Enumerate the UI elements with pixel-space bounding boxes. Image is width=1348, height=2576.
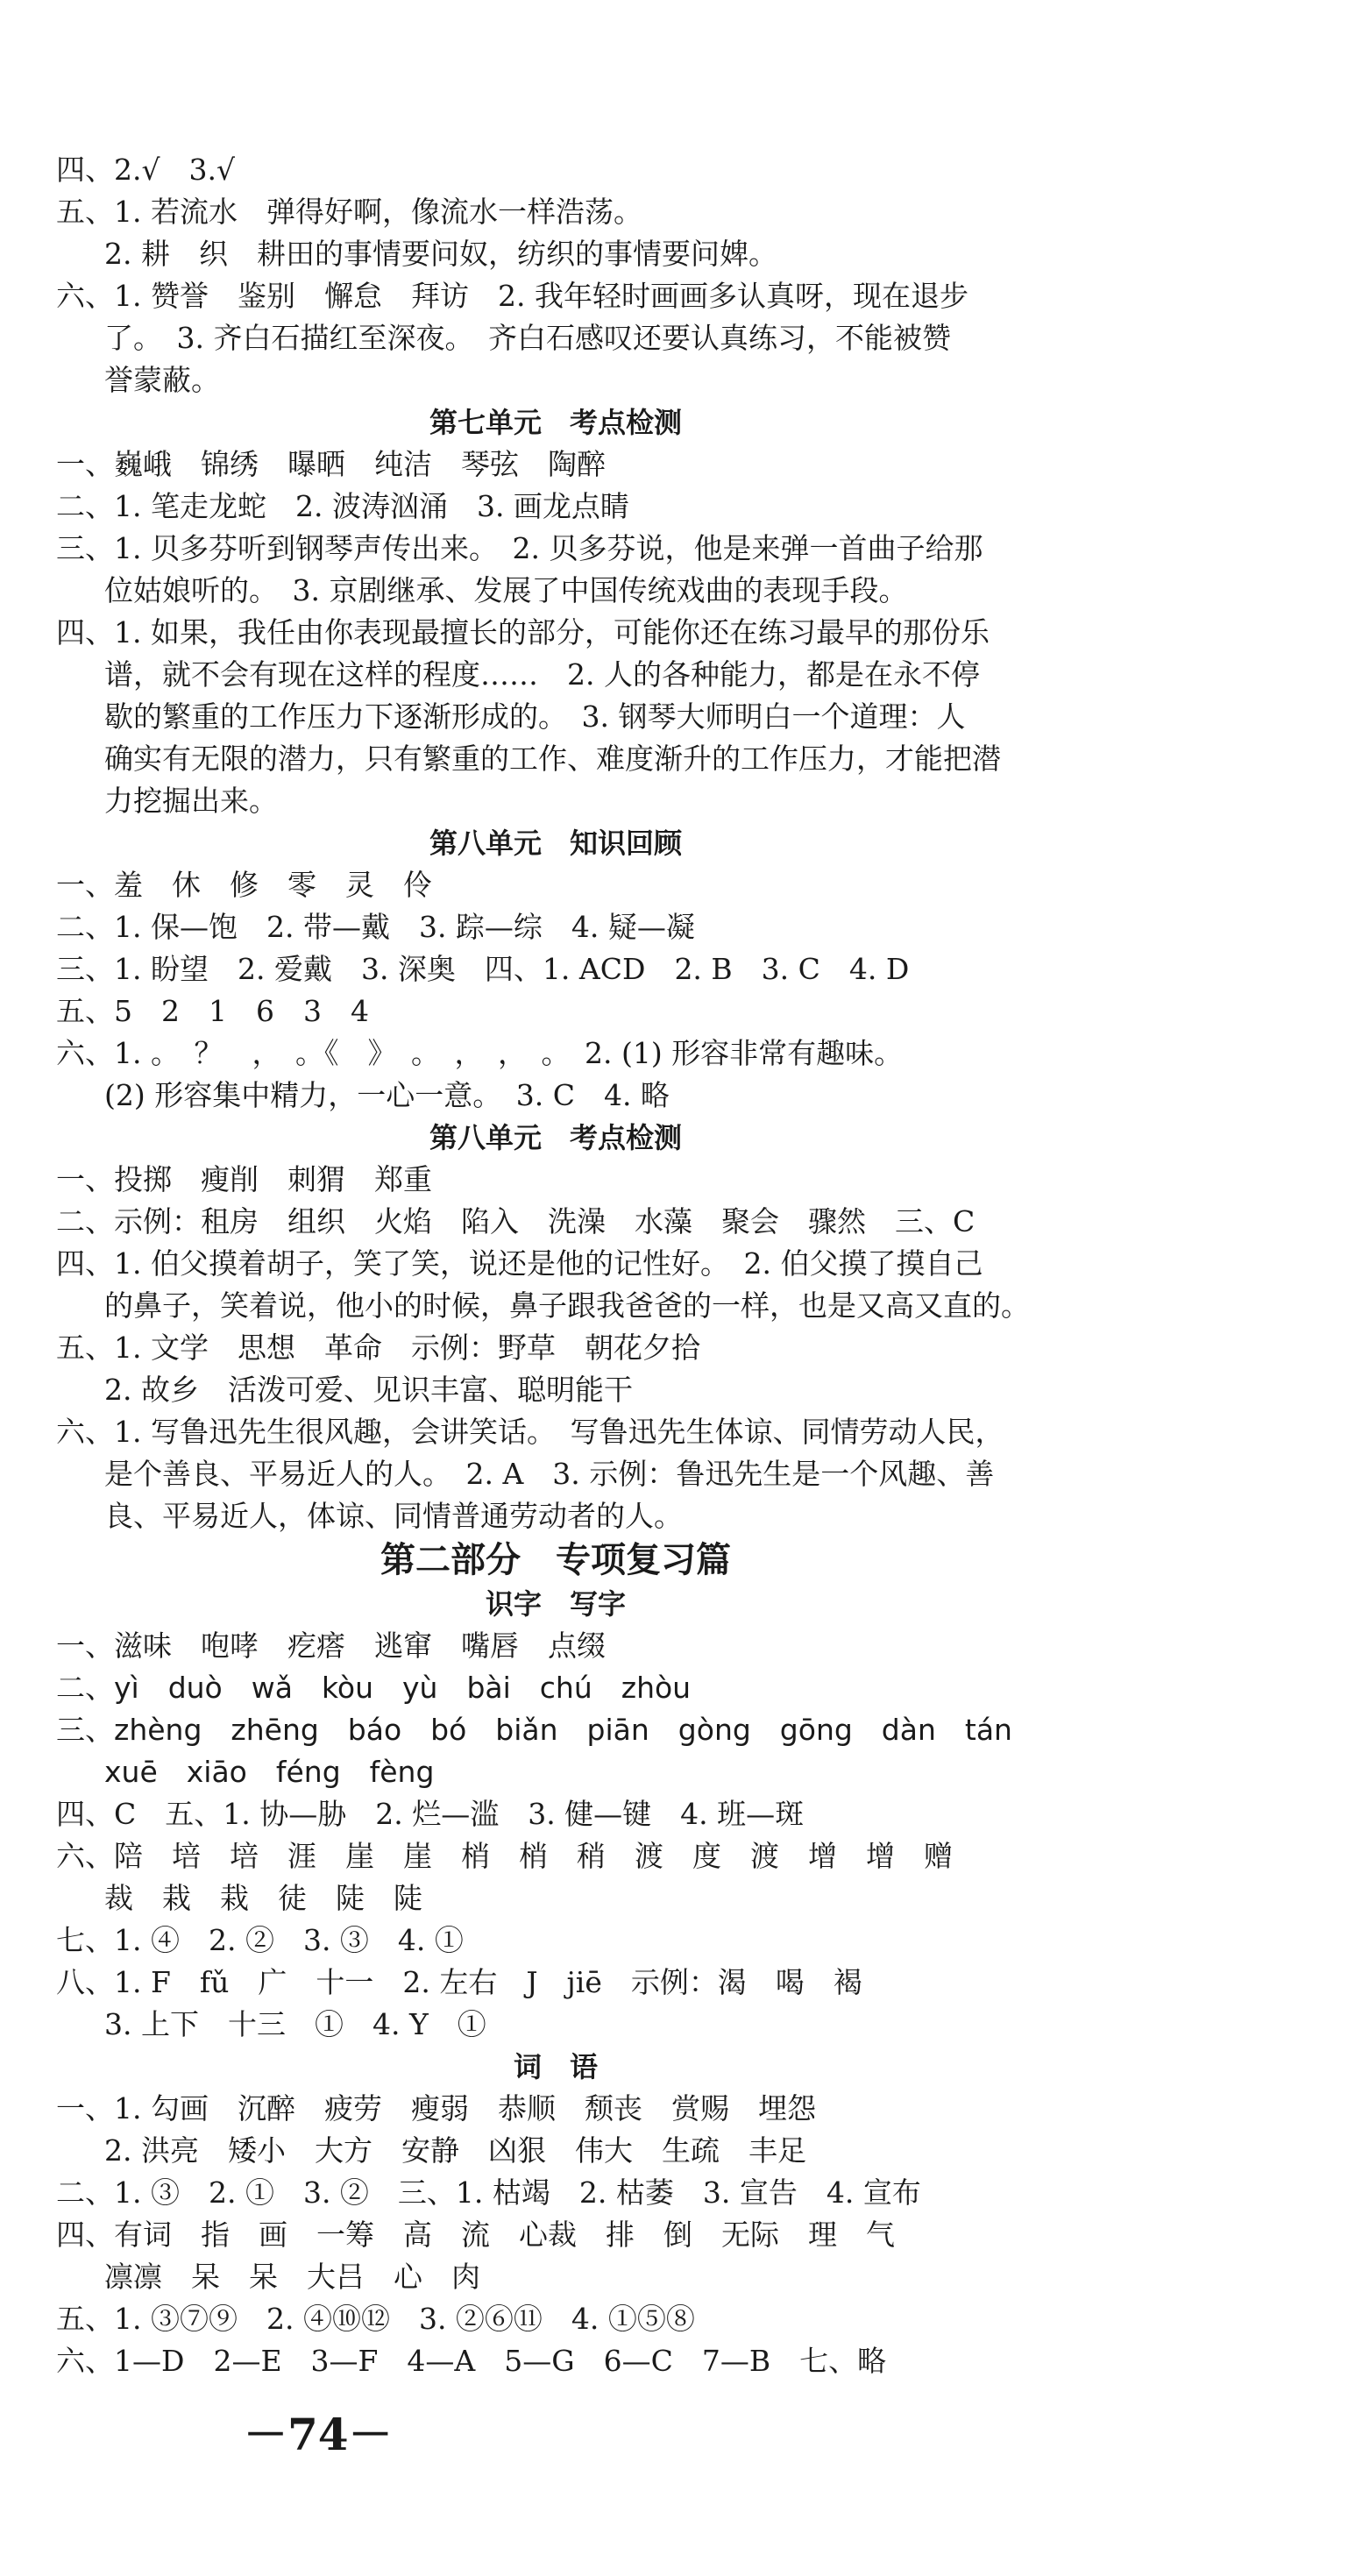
answer-line: 一、投掷 瘦削 刺猬 郑重 xyxy=(56,1162,432,1196)
answer-line: 的鼻子，笑着说，他小的时候，鼻子跟我爸爸的一样，也是又高又直的。 xyxy=(104,1288,1030,1323)
answer-line: 2. 耕 织 耕田的事情要问奴，纺织的事情要问婢。 xyxy=(104,237,777,271)
section-heading: 词 语 xyxy=(513,2050,598,2083)
answer-line: 三、zhèng zhēng báo bó biǎn piān gòng gōng dàn tán xyxy=(56,1713,1012,1747)
answer-line: 二、示例：租房 组织 火焰 陷入 洗澡 水藻 聚会 骤然 三、C xyxy=(56,1204,976,1238)
answer-line: 2. 故乡 活泼可爱、见识丰富、聪明能干 xyxy=(104,1373,633,1407)
answer-line: 3. 上下 十三 ① 4. Y ① xyxy=(104,2007,486,2041)
answer-line: 四、C 五、1. 协—胁 2. 烂—滥 3. 健—键 4. 班—斑 xyxy=(56,1797,805,1831)
answer-line: 歇的繁重的工作压力下逐渐形成的。 3. 钢琴大师明白一个道理：人 xyxy=(104,699,966,734)
answer-line: 一、滋味 咆哮 疙瘩 逃窜 嘴唇 点缀 xyxy=(56,1629,606,1663)
answer-line: 力挖掘出来。 xyxy=(104,784,278,818)
answer-line: 二、1. ③ 2. ① 3. ② 三、1. 枯竭 2. 枯萎 3. 宣告 4. 宣布 xyxy=(56,2175,921,2210)
answer-line: 四、1. 如果，我任由你表现最擅长的部分，可能你还在练习最早的那份乐 xyxy=(56,615,990,649)
answer-line: 是个善良、平易近人的人。 2. A 3. 示例：鲁迅先生是一个风趣、善 xyxy=(104,1457,995,1491)
answer-line: (2) 形容集中精力，一心一意。 3. C 4. 略 xyxy=(104,1078,670,1112)
answer-line: 良、平易近人，体谅、同情普通劳动者的人。 xyxy=(104,1499,683,1533)
answer-line: 四、2.√ 3.√ xyxy=(56,153,236,187)
answer-line: 确实有无限的潜力，只有繁重的工作、难度渐升的工作压力，才能把潜 xyxy=(104,742,1001,776)
answer-line: 位姑娘听的。 3. 京剧继承、发展了中国传统戏曲的表现手段。 xyxy=(104,573,908,607)
answer-line: 誉蒙蔽。 xyxy=(104,363,220,397)
answer-line: 七、1. ④ 2. ② 3. ③ 4. ① xyxy=(56,1923,464,1957)
answer-line: 五、1. 文学 思想 革命 示例：野草 朝花夕拾 xyxy=(56,1331,700,1365)
answer-line: 一、巍峨 锦绣 曝晒 纯洁 琴弦 陶醉 xyxy=(56,447,606,481)
answer-line: 八、1. F fǔ 广 十一 2. 左右 J jiē 示例：渴 喝 褐 xyxy=(56,1965,862,1999)
answer-line: 2. 洪亮 矮小 大方 安静 凶狠 伟大 生疏 丰足 xyxy=(104,2133,806,2168)
answer-line: 一、1. 勾画 沉醉 疲劳 瘦弱 恭顺 颓丧 赏赐 埋怨 xyxy=(56,2091,816,2125)
answer-line: 四、1. 伯父摸着胡子，笑了笑，说还是他的记性好。 2. 伯父摸了摸自己 xyxy=(56,1246,983,1281)
answer-line: 五、1. 若流水 弹得好啊，像流水一样浩荡。 xyxy=(56,195,642,229)
section-heading: 第八单元 知识回顾 xyxy=(429,827,682,860)
answer-line: 二、1. 笔走龙蛇 2. 波涛汹涌 3. 画龙点睛 xyxy=(56,489,629,523)
answer-line: 三、1. 贝多芬听到钢琴声传出来。 2. 贝多芬说，他是来弹一首曲子给那 xyxy=(56,531,983,565)
answer-line: 一、羞 休 修 零 灵 伶 xyxy=(56,868,432,902)
part-heading: 第二部分 专项复习篇 xyxy=(380,1540,731,1580)
answer-line: 六、1. 赞誉 鉴别 懈怠 拜访 2. 我年轻时画画多认真呀，现在退步 xyxy=(56,279,968,313)
answer-line: xuē xiāo féng fèng xyxy=(104,1755,435,1789)
answer-line: 二、1. 保—饱 2. 带—戴 3. 踪—综 4. 疑—凝 xyxy=(56,910,695,944)
answer-line: 裁 栽 栽 徒 陡 陡 xyxy=(104,1881,422,1915)
answer-line: 了。 3. 齐白石描红至深夜。 齐白石感叹还要认真练习，不能被赞 xyxy=(104,321,951,355)
answer-line: 四、有词 指 画 一筹 高 流 心裁 排 倒 无际 理 气 xyxy=(56,2218,895,2252)
answer-line: 五、1. ③⑦⑨ 2. ④⑩⑫ 3. ②⑥⑪ 4. ①⑤⑧ xyxy=(56,2302,695,2336)
answer-line: 六、陪 培 培 涯 崖 崖 梢 梢 稍 渡 度 渡 增 增 赠 xyxy=(56,1839,953,1873)
answer-line: 三、1. 盼望 2. 爱戴 3. 深奥 四、1. ACD 2. B 3. C 4. D xyxy=(56,952,910,986)
answer-line: 六、1—D 2—E 3—F 4—A 5—G 6—C 7—B 七、略 xyxy=(56,2344,887,2378)
section-heading: 识字 写字 xyxy=(485,1587,626,1621)
page-number: －74－ xyxy=(244,2409,393,2460)
answer-line: 谱，就不会有现在这样的程度…… 2. 人的各种能力，都是在永不停 xyxy=(104,657,980,692)
section-heading: 第八单元 考点检测 xyxy=(429,1121,682,1154)
answer-page xyxy=(56,149,1055,2382)
section-heading: 第七单元 考点检测 xyxy=(429,406,682,439)
answer-line: 五、5 2 1 6 3 4 xyxy=(56,994,369,1028)
answer-line: 六、1. 。 ？ ， 。《 》 。 ， ， 。 2. (1) 形容非常有趣味。 xyxy=(56,1036,904,1070)
answer-line: 六、1. 写鲁迅先生很风趣，会讲笑话。 写鲁迅先生体谅、同情劳动人民， xyxy=(56,1415,1004,1449)
answer-line: 二、yì duò wǎ kòu yù bài chú zhòu xyxy=(56,1671,692,1705)
answer-line: 凛凛 呆 呆 大吕 心 肉 xyxy=(104,2260,480,2294)
